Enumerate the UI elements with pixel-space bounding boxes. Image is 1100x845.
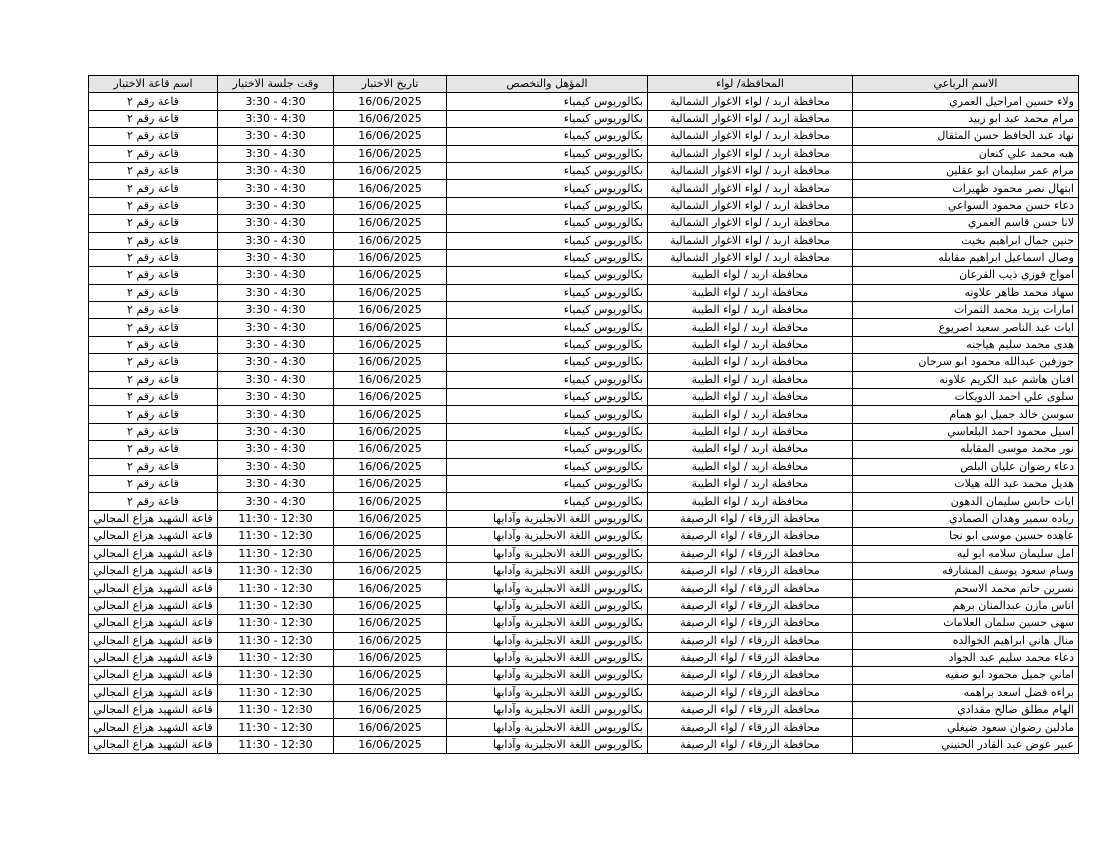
table-row: [89, 110, 1079, 127]
cell-governorate: محافظة الزرقاء / لواء الرصيفة: [648, 667, 853, 684]
cell-full-name: سلوى علي احمد الدويكات: [853, 389, 1079, 406]
cell-qualification: بكالوريوس اللغة الانجليزية وآدابها: [447, 719, 648, 736]
table-row: [89, 423, 1079, 440]
cell-exam-hall: قاعة رقم ٢: [89, 180, 218, 197]
cell-governorate: محافظة الزرقاء / لواء الرصيفة: [648, 736, 853, 753]
cell-exam-hall: قاعة رقم ٢: [89, 302, 218, 319]
cell-governorate: محافظة الزرقاء / لواء الرصيفة: [648, 580, 853, 597]
cell-exam-date: 16/06/2025: [334, 267, 447, 284]
cell-exam-date: 16/06/2025: [334, 702, 447, 719]
cell-governorate: محافظة اربد / لواء الاغوار الشمالية: [648, 93, 853, 110]
cell-governorate: محافظة اربد / لواء الاغوار الشمالية: [648, 215, 853, 232]
cell-governorate: محافظة اربد / لواء الاغوار الشمالية: [648, 249, 853, 266]
cell-exam-hall: قاعة الشهيد هزاع المجالي: [89, 580, 218, 597]
cell-governorate: محافظة اربد / لواء الاغوار الشمالية: [648, 162, 853, 179]
cell-exam-date: 16/06/2025: [334, 406, 447, 423]
cell-qualification: بكالوريوس كيمياء: [447, 336, 648, 353]
table-row: [89, 284, 1079, 301]
cell-exam-date: 16/06/2025: [334, 458, 447, 475]
cell-full-name: دعاء حسن محمود السواعي: [853, 197, 1079, 214]
cell-session-time: 11:30 - 12:30: [218, 632, 334, 649]
cell-exam-hall: قاعة رقم ٢: [89, 458, 218, 475]
table-row: [89, 684, 1079, 701]
cell-governorate: محافظة اربد / لواء الطيبة: [648, 493, 853, 510]
cell-qualification: بكالوريوس كيمياء: [447, 441, 648, 458]
cell-full-name: براءه فضل اسعد براهمه: [853, 684, 1079, 701]
cell-governorate: محافظة الزرقاء / لواء الرصيفة: [648, 562, 853, 579]
cell-governorate: محافظة الزرقاء / لواء الرصيفة: [648, 719, 853, 736]
cell-governorate: محافظة اربد / لواء الطيبة: [648, 284, 853, 301]
header-governorate: المحافظة/ لواء: [648, 76, 853, 93]
table-row: [89, 632, 1079, 649]
cell-full-name: منال هاني ابراهيم الخوالده: [853, 632, 1079, 649]
cell-qualification: بكالوريوس اللغة الانجليزية وآدابها: [447, 545, 648, 562]
cell-qualification: بكالوريوس كيمياء: [447, 354, 648, 371]
table-row: [89, 702, 1079, 719]
cell-session-time: 3:30 - 4:30: [218, 110, 334, 127]
cell-exam-hall: قاعة رقم ٢: [89, 336, 218, 353]
cell-exam-hall: قاعة الشهيد هزاع المجالي: [89, 597, 218, 614]
cell-full-name: حنين جمال ابراهيم بخيت: [853, 232, 1079, 249]
table-row: [89, 441, 1079, 458]
cell-exam-hall: قاعة رقم ٢: [89, 389, 218, 406]
cell-exam-date: 16/06/2025: [334, 197, 447, 214]
cell-exam-date: 16/06/2025: [334, 719, 447, 736]
table-row: [89, 197, 1079, 214]
cell-qualification: بكالوريوس اللغة الانجليزية وآدابها: [447, 528, 648, 545]
cell-session-time: 3:30 - 4:30: [218, 215, 334, 232]
cell-full-name: نسرين حاتم محمد الاسحم: [853, 580, 1079, 597]
cell-qualification: بكالوريوس كيمياء: [447, 162, 648, 179]
cell-exam-hall: قاعة رقم ٢: [89, 319, 218, 336]
cell-full-name: نهاد عبد الحافظ حسن المثقال: [853, 128, 1079, 145]
cell-session-time: 11:30 - 12:30: [218, 615, 334, 632]
cell-full-name: رياده سمير وهدان الصمادي: [853, 510, 1079, 527]
cell-exam-date: 16/06/2025: [334, 180, 447, 197]
header-row: [89, 76, 1079, 93]
cell-session-time: 3:30 - 4:30: [218, 267, 334, 284]
cell-exam-hall: قاعة الشهيد هزاع المجالي: [89, 649, 218, 666]
cell-exam-date: 16/06/2025: [334, 510, 447, 527]
cell-session-time: 3:30 - 4:30: [218, 493, 334, 510]
cell-session-time: 11:30 - 12:30: [218, 719, 334, 736]
cell-full-name: سهى حسين سلمان العلامات: [853, 615, 1079, 632]
table-row: [89, 354, 1079, 371]
cell-qualification: بكالوريوس كيمياء: [447, 371, 648, 388]
cell-session-time: 3:30 - 4:30: [218, 284, 334, 301]
cell-exam-date: 16/06/2025: [334, 441, 447, 458]
cell-governorate: محافظة اربد / لواء الطيبة: [648, 406, 853, 423]
cell-exam-hall: قاعة الشهيد هزاع المجالي: [89, 528, 218, 545]
cell-session-time: 3:30 - 4:30: [218, 441, 334, 458]
cell-session-time: 11:30 - 12:30: [218, 667, 334, 684]
cell-session-time: 3:30 - 4:30: [218, 197, 334, 214]
header-full-name: الاسم الرباعي: [853, 76, 1079, 93]
cell-full-name: افنان هاشم عبد الكريم علاونه: [853, 371, 1079, 388]
cell-governorate: محافظة اربد / لواء الطيبة: [648, 441, 853, 458]
cell-full-name: لانا حسن قاسم العمري: [853, 215, 1079, 232]
cell-session-time: 3:30 - 4:30: [218, 93, 334, 110]
cell-governorate: محافظة اربد / لواء الطيبة: [648, 458, 853, 475]
table-row: [89, 667, 1079, 684]
cell-qualification: بكالوريوس كيمياء: [447, 319, 648, 336]
cell-qualification: بكالوريوس اللغة الانجليزية وآدابها: [447, 667, 648, 684]
cell-governorate: محافظة اربد / لواء الاغوار الشمالية: [648, 180, 853, 197]
cell-exam-hall: قاعة رقم ٢: [89, 162, 218, 179]
cell-exam-hall: قاعة الشهيد هزاع المجالي: [89, 684, 218, 701]
cell-full-name: امواج فوزي ذيب القرعان: [853, 267, 1079, 284]
cell-exam-date: 16/06/2025: [334, 354, 447, 371]
cell-exam-hall: قاعة رقم ٢: [89, 284, 218, 301]
table-row: [89, 528, 1079, 545]
cell-session-time: 3:30 - 4:30: [218, 145, 334, 162]
table-row: [89, 458, 1079, 475]
header-session-time: وقت جلسة الاختبار: [218, 76, 334, 93]
cell-session-time: 3:30 - 4:30: [218, 249, 334, 266]
cell-full-name: مرام محمد عبد ابو زبيد: [853, 110, 1079, 127]
cell-full-name: امارات يزيد محمد الثمرات: [853, 302, 1079, 319]
cell-full-name: الهام مطلق صالح مقدادي: [853, 702, 1079, 719]
cell-governorate: محافظة اربد / لواء الطيبة: [648, 423, 853, 440]
cell-governorate: محافظة اربد / لواء الطيبة: [648, 267, 853, 284]
table-row: [89, 493, 1079, 510]
cell-exam-hall: قاعة رقم ٢: [89, 197, 218, 214]
cell-exam-hall: قاعة رقم ٢: [89, 441, 218, 458]
cell-qualification: بكالوريوس كيمياء: [447, 475, 648, 492]
table-row: [89, 162, 1079, 179]
cell-full-name: اناس مازن عبدالمنان برهم: [853, 597, 1079, 614]
cell-exam-hall: قاعة رقم ٢: [89, 267, 218, 284]
cell-qualification: بكالوريوس كيمياء: [447, 93, 648, 110]
cell-session-time: 3:30 - 4:30: [218, 423, 334, 440]
cell-qualification: بكالوريوس كيمياء: [447, 458, 648, 475]
cell-exam-date: 16/06/2025: [334, 667, 447, 684]
cell-session-time: 11:30 - 12:30: [218, 562, 334, 579]
cell-exam-hall: قاعة الشهيد هزاع المجالي: [89, 562, 218, 579]
cell-governorate: محافظة اربد / لواء الطيبة: [648, 371, 853, 388]
cell-exam-hall: قاعة الشهيد هزاع المجالي: [89, 719, 218, 736]
cell-full-name: سهاد محمد ظاهر علاونه: [853, 284, 1079, 301]
cell-exam-hall: قاعة رقم ٢: [89, 423, 218, 440]
cell-exam-hall: قاعة الشهيد هزاع المجالي: [89, 736, 218, 753]
cell-exam-date: 16/06/2025: [334, 528, 447, 545]
cell-governorate: محافظة الزرقاء / لواء الرصيفة: [648, 597, 853, 614]
cell-exam-date: 16/06/2025: [334, 371, 447, 388]
table-row: [89, 302, 1079, 319]
cell-qualification: بكالوريوس كيمياء: [447, 215, 648, 232]
cell-exam-date: 16/06/2025: [334, 597, 447, 614]
cell-exam-hall: قاعة رقم ٢: [89, 232, 218, 249]
cell-exam-date: 16/06/2025: [334, 336, 447, 353]
cell-exam-hall: قاعة رقم ٢: [89, 354, 218, 371]
cell-session-time: 11:30 - 12:30: [218, 580, 334, 597]
cell-qualification: بكالوريوس كيمياء: [447, 284, 648, 301]
table-row: [89, 719, 1079, 736]
cell-full-name: وسام سعود يوسف المشارفه: [853, 562, 1079, 579]
table-row: [89, 649, 1079, 666]
cell-exam-date: 16/06/2025: [334, 284, 447, 301]
cell-governorate: محافظة اربد / لواء الاغوار الشمالية: [648, 110, 853, 127]
cell-session-time: 3:30 - 4:30: [218, 406, 334, 423]
cell-governorate: محافظة الزرقاء / لواء الرصيفة: [648, 684, 853, 701]
cell-qualification: بكالوريوس اللغة الانجليزية وآدابها: [447, 736, 648, 753]
cell-session-time: 3:30 - 4:30: [218, 302, 334, 319]
cell-exam-date: 16/06/2025: [334, 232, 447, 249]
table-row: [89, 389, 1079, 406]
cell-exam-date: 16/06/2025: [334, 649, 447, 666]
cell-exam-date: 16/06/2025: [334, 684, 447, 701]
table-row: [89, 249, 1079, 266]
table-row: [89, 215, 1079, 232]
cell-exam-date: 16/06/2025: [334, 493, 447, 510]
table-row: [89, 93, 1079, 110]
cell-exam-hall: قاعة رقم ٢: [89, 493, 218, 510]
cell-governorate: محافظة الزرقاء / لواء الرصيفة: [648, 632, 853, 649]
cell-full-name: ايات حابس سليمان الدهون: [853, 493, 1079, 510]
table-row: [89, 145, 1079, 162]
cell-exam-date: 16/06/2025: [334, 249, 447, 266]
cell-full-name: نور محمد موسى المقابله: [853, 441, 1079, 458]
cell-qualification: بكالوريوس كيمياء: [447, 493, 648, 510]
cell-session-time: 3:30 - 4:30: [218, 336, 334, 353]
cell-qualification: بكالوريوس اللغة الانجليزية وآدابها: [447, 684, 648, 701]
table-row: [89, 319, 1079, 336]
cell-qualification: بكالوريوس كيمياء: [447, 423, 648, 440]
cell-qualification: بكالوريوس اللغة الانجليزية وآدابها: [447, 615, 648, 632]
cell-qualification: بكالوريوس اللغة الانجليزية وآدابها: [447, 510, 648, 527]
cell-exam-hall: قاعة رقم ٢: [89, 145, 218, 162]
cell-session-time: 3:30 - 4:30: [218, 232, 334, 249]
cell-exam-hall: قاعة رقم ٢: [89, 93, 218, 110]
cell-full-name: مادلين رضوان سعود ضيغلي: [853, 719, 1079, 736]
cell-exam-date: 16/06/2025: [334, 580, 447, 597]
cell-governorate: محافظة اربد / لواء الطيبة: [648, 302, 853, 319]
cell-full-name: ابتهال نصر محمود ظهيرات: [853, 180, 1079, 197]
cell-exam-hall: قاعة الشهيد هزاع المجالي: [89, 702, 218, 719]
cell-governorate: محافظة اربد / لواء الطيبة: [648, 475, 853, 492]
cell-exam-date: 16/06/2025: [334, 736, 447, 753]
cell-full-name: امل سليمان سلامه ابو ليه: [853, 545, 1079, 562]
cell-session-time: 11:30 - 12:30: [218, 649, 334, 666]
cell-qualification: بكالوريوس اللغة الانجليزية وآدابها: [447, 649, 648, 666]
table-row: [89, 597, 1079, 614]
cell-exam-hall: قاعة رقم ٢: [89, 128, 218, 145]
cell-exam-hall: قاعة رقم ٢: [89, 475, 218, 492]
cell-governorate: محافظة الزرقاء / لواء الرصيفة: [648, 702, 853, 719]
cell-exam-hall: قاعة رقم ٢: [89, 371, 218, 388]
cell-full-name: هبه محمد علي كنعان: [853, 145, 1079, 162]
cell-governorate: محافظة الزرقاء / لواء الرصيفة: [648, 510, 853, 527]
cell-qualification: بكالوريوس كيمياء: [447, 302, 648, 319]
cell-exam-date: 16/06/2025: [334, 93, 447, 110]
cell-governorate: محافظة اربد / لواء الاغوار الشمالية: [648, 197, 853, 214]
cell-exam-date: 16/06/2025: [334, 215, 447, 232]
cell-exam-date: 16/06/2025: [334, 545, 447, 562]
cell-session-time: 3:30 - 4:30: [218, 180, 334, 197]
cell-qualification: بكالوريوس اللغة الانجليزية وآدابها: [447, 580, 648, 597]
cell-full-name: ايات عبد الناصر سعيد اصريوع: [853, 319, 1079, 336]
cell-qualification: بكالوريوس كيمياء: [447, 110, 648, 127]
table-header: [89, 76, 1079, 93]
cell-exam-date: 16/06/2025: [334, 389, 447, 406]
cell-full-name: هدى محمد سليم هياجنه: [853, 336, 1079, 353]
cell-exam-hall: قاعة الشهيد هزاع المجالي: [89, 615, 218, 632]
table-row: [89, 406, 1079, 423]
cell-exam-hall: قاعة رقم ٢: [89, 215, 218, 232]
cell-governorate: محافظة الزرقاء / لواء الرصيفة: [648, 615, 853, 632]
cell-full-name: عبير عوض عبد القادر الحنيني: [853, 736, 1079, 753]
cell-qualification: بكالوريوس كيمياء: [447, 128, 648, 145]
cell-qualification: بكالوريوس كيمياء: [447, 197, 648, 214]
cell-full-name: هديل محمد عبد الله هيلات: [853, 475, 1079, 492]
cell-governorate: محافظة الزرقاء / لواء الرصيفة: [648, 528, 853, 545]
cell-qualification: بكالوريوس كيمياء: [447, 145, 648, 162]
table-row: [89, 267, 1079, 284]
cell-exam-hall: قاعة الشهيد هزاع المجالي: [89, 510, 218, 527]
cell-exam-date: 16/06/2025: [334, 162, 447, 179]
cell-governorate: محافظة اربد / لواء الطيبة: [648, 336, 853, 353]
cell-exam-hall: قاعة الشهيد هزاع المجالي: [89, 667, 218, 684]
cell-qualification: بكالوريوس اللغة الانجليزية وآدابها: [447, 702, 648, 719]
cell-qualification: بكالوريوس كيمياء: [447, 232, 648, 249]
cell-session-time: 3:30 - 4:30: [218, 162, 334, 179]
table-row: [89, 232, 1079, 249]
cell-full-name: جوزفين عبدالله محمود ابو سرحان: [853, 354, 1079, 371]
cell-session-time: 3:30 - 4:30: [218, 371, 334, 388]
table-row: [89, 180, 1079, 197]
table-row: [89, 510, 1079, 527]
cell-exam-date: 16/06/2025: [334, 615, 447, 632]
cell-session-time: 3:30 - 4:30: [218, 458, 334, 475]
cell-qualification: بكالوريوس كيمياء: [447, 267, 648, 284]
table-row: [89, 545, 1079, 562]
cell-qualification: بكالوريوس كيمياء: [447, 249, 648, 266]
cell-session-time: 11:30 - 12:30: [218, 528, 334, 545]
cell-full-name: دعاء محمد سليم عبد الجواد: [853, 649, 1079, 666]
cell-exam-date: 16/06/2025: [334, 319, 447, 336]
cell-exam-hall: قاعة رقم ٢: [89, 249, 218, 266]
table-row: [89, 128, 1079, 145]
cell-exam-hall: قاعة رقم ٢: [89, 406, 218, 423]
header-exam-hall: اسم قاعة الاختبار: [89, 76, 218, 93]
cell-qualification: بكالوريوس اللغة الانجليزية وآدابها: [447, 597, 648, 614]
table-row: [89, 371, 1079, 388]
cell-session-time: 3:30 - 4:30: [218, 354, 334, 371]
table-row: [89, 736, 1079, 753]
cell-session-time: 3:30 - 4:30: [218, 128, 334, 145]
cell-governorate: محافظة اربد / لواء الاغوار الشمالية: [648, 145, 853, 162]
header-exam-date: تاريخ الاختبار: [334, 76, 447, 93]
cell-governorate: محافظة اربد / لواء الطيبة: [648, 389, 853, 406]
cell-session-time: 3:30 - 4:30: [218, 389, 334, 406]
exam-schedule-table: [88, 75, 1079, 754]
table-row: [89, 615, 1079, 632]
cell-session-time: 3:30 - 4:30: [218, 475, 334, 492]
cell-qualification: بكالوريوس كيمياء: [447, 406, 648, 423]
cell-governorate: محافظة اربد / لواء الطيبة: [648, 319, 853, 336]
cell-session-time: 3:30 - 4:30: [218, 319, 334, 336]
table-row: [89, 580, 1079, 597]
cell-session-time: 11:30 - 12:30: [218, 510, 334, 527]
cell-full-name: مرام عمر سليمان ابو عقلين: [853, 162, 1079, 179]
cell-exam-date: 16/06/2025: [334, 145, 447, 162]
cell-governorate: محافظة الزرقاء / لواء الرصيفة: [648, 545, 853, 562]
table-row: [89, 475, 1079, 492]
cell-exam-date: 16/06/2025: [334, 128, 447, 145]
cell-full-name: سوسن خالد جميل ابو همام: [853, 406, 1079, 423]
cell-exam-date: 16/06/2025: [334, 632, 447, 649]
cell-session-time: 11:30 - 12:30: [218, 684, 334, 701]
cell-exam-hall: قاعة رقم ٢: [89, 110, 218, 127]
header-qualification: المؤهل والتخصص: [447, 76, 648, 93]
cell-qualification: بكالوريوس كيمياء: [447, 180, 648, 197]
cell-full-name: ولاء حسين امراحيل العمري: [853, 93, 1079, 110]
cell-exam-date: 16/06/2025: [334, 302, 447, 319]
cell-exam-date: 16/06/2025: [334, 110, 447, 127]
cell-governorate: محافظة الزرقاء / لواء الرصيفة: [648, 649, 853, 666]
cell-session-time: 11:30 - 12:30: [218, 736, 334, 753]
cell-session-time: 11:30 - 12:30: [218, 545, 334, 562]
cell-session-time: 11:30 - 12:30: [218, 597, 334, 614]
cell-exam-date: 16/06/2025: [334, 475, 447, 492]
cell-exam-date: 16/06/2025: [334, 423, 447, 440]
table-body: [89, 93, 1079, 754]
cell-governorate: محافظة اربد / لواء الاغوار الشمالية: [648, 232, 853, 249]
table-row: [89, 562, 1079, 579]
cell-full-name: عاهده حسين موسى ابو نجا: [853, 528, 1079, 545]
cell-qualification: بكالوريوس اللغة الانجليزية وآدابها: [447, 562, 648, 579]
cell-exam-hall: قاعة الشهيد هزاع المجالي: [89, 545, 218, 562]
cell-qualification: بكالوريوس اللغة الانجليزية وآدابها: [447, 632, 648, 649]
table-row: [89, 336, 1079, 353]
cell-full-name: وصال اسماعيل ابراهيم مقابله: [853, 249, 1079, 266]
cell-governorate: محافظة اربد / لواء الاغوار الشمالية: [648, 128, 853, 145]
cell-qualification: بكالوريوس كيمياء: [447, 389, 648, 406]
cell-full-name: اماني جميل محمود ابو صفيه: [853, 667, 1079, 684]
cell-session-time: 11:30 - 12:30: [218, 702, 334, 719]
cell-exam-hall: قاعة الشهيد هزاع المجالي: [89, 632, 218, 649]
cell-full-name: دعاء رضوان عليان البلص: [853, 458, 1079, 475]
cell-governorate: محافظة اربد / لواء الطيبة: [648, 354, 853, 371]
cell-full-name: اسيل محمود احمد البلعاسي: [853, 423, 1079, 440]
cell-exam-date: 16/06/2025: [334, 562, 447, 579]
